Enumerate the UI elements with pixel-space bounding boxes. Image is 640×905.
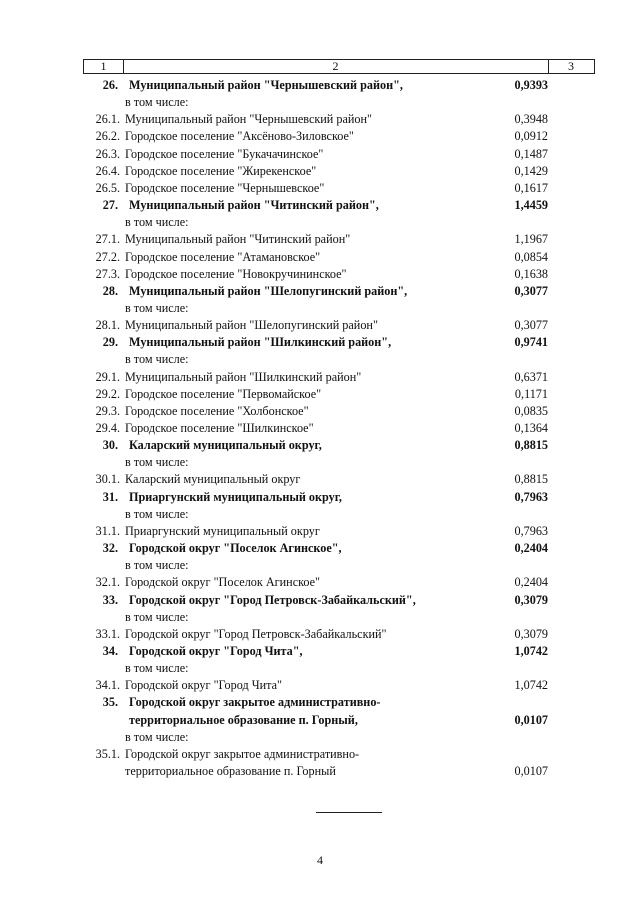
row-name: Городское поселение "Атамановское" bbox=[125, 249, 321, 264]
row-name: Муниципальный район "Чернышевский район", bbox=[129, 78, 403, 92]
row-name: в том числе: bbox=[125, 661, 189, 676]
table-row bbox=[0, 643, 640, 660]
row-value: 0,0854 bbox=[514, 249, 548, 264]
table-row bbox=[0, 128, 640, 145]
table-row bbox=[0, 420, 640, 437]
table-row bbox=[0, 729, 640, 746]
row-number: 29.2. bbox=[95, 386, 120, 401]
table-row bbox=[0, 231, 640, 248]
row-number: 29.1. bbox=[95, 369, 120, 384]
row-name: Городской округ "Поселок Агинское" bbox=[125, 575, 321, 590]
row-number: 31. bbox=[102, 489, 118, 504]
row-value: 0,1487 bbox=[514, 146, 548, 161]
row-name: Городское поселение "Букачачинское" bbox=[125, 146, 324, 161]
row-value: 0,1617 bbox=[514, 180, 548, 195]
row-name: в том числе: bbox=[125, 300, 189, 315]
row-name: Приаргунский муниципальный округ, bbox=[129, 489, 342, 504]
row-name: Городское поселение "Шилкинское" bbox=[125, 421, 314, 435]
row-number: 31.1. bbox=[95, 523, 120, 538]
row-value: 0,6371 bbox=[514, 369, 548, 384]
row-name: Городское поселение "Холбонское" bbox=[125, 403, 309, 418]
row-number: 27.2. bbox=[95, 249, 120, 264]
row-name: в том числе: bbox=[125, 215, 189, 230]
row-value: 1,0742 bbox=[514, 678, 548, 693]
row-number: 35. bbox=[102, 695, 118, 710]
row-value: 0,3079 bbox=[514, 626, 548, 641]
table-row bbox=[0, 334, 640, 351]
table-header bbox=[83, 59, 595, 74]
row-value: 0,1638 bbox=[514, 266, 548, 281]
table-row bbox=[0, 403, 640, 420]
table-row bbox=[0, 180, 640, 197]
row-number: 26.2. bbox=[95, 129, 120, 144]
row-name: Муниципальный район "Шилкинский район" bbox=[125, 369, 362, 384]
row-name: в том числе: bbox=[125, 506, 189, 521]
row-name: Городской округ закрытое административно- bbox=[129, 695, 381, 710]
row-name: Каларский муниципальный округ bbox=[125, 472, 301, 487]
row-value: 0,0107 bbox=[514, 764, 548, 778]
row-name: Муниципальный район "Шилкинский район", bbox=[129, 335, 392, 350]
table-row bbox=[0, 111, 640, 128]
table-row bbox=[0, 163, 640, 180]
row-value: 0,3079 bbox=[514, 592, 548, 607]
row-name: Городское поселение "Первомайское" bbox=[125, 386, 322, 401]
row-name: территориальное образование п. Горный bbox=[125, 764, 336, 778]
row-name: Городское поселение "Жирекенское" bbox=[125, 163, 317, 178]
row-name: Городское поселение "Аксёново-Зиловское" bbox=[125, 129, 354, 144]
row-value: 1,0742 bbox=[514, 643, 548, 658]
row-name: Городской округ "Город Чита" bbox=[125, 678, 282, 693]
table-row bbox=[0, 489, 640, 506]
row-name: Городское поселение "Чернышевское" bbox=[125, 180, 325, 195]
row-number: 26.3. bbox=[95, 146, 120, 161]
table-row bbox=[0, 471, 640, 488]
row-number: 32.1. bbox=[95, 575, 120, 590]
row-number: 27.1. bbox=[95, 232, 120, 247]
table-row bbox=[0, 626, 640, 643]
table-row bbox=[0, 351, 640, 368]
row-value: 0,3077 bbox=[514, 283, 548, 298]
table-row bbox=[0, 283, 640, 300]
table-row bbox=[0, 523, 640, 540]
row-name: Муниципальный район "Шелопугинский район" bbox=[125, 318, 378, 333]
header-col-1: 1 bbox=[84, 60, 124, 73]
row-number: 30.1. bbox=[95, 472, 120, 487]
row-value: 0,9393 bbox=[514, 78, 548, 92]
row-number: 29.4. bbox=[95, 421, 120, 435]
row-number: 29. bbox=[102, 335, 118, 350]
row-name: в том числе: bbox=[125, 729, 189, 744]
table-row bbox=[0, 557, 640, 574]
table-row bbox=[0, 506, 640, 523]
row-name: Городской округ "Поселок Агинское", bbox=[129, 541, 342, 556]
row-number: 35.1. bbox=[95, 746, 120, 761]
row-value: 0,3948 bbox=[514, 112, 548, 127]
table-row bbox=[0, 574, 640, 591]
table-row bbox=[0, 249, 640, 266]
table-row bbox=[0, 540, 640, 557]
row-name: Муниципальный район "Шелопугинский район", bbox=[129, 283, 408, 298]
row-name: в том числе: bbox=[125, 558, 189, 573]
row-value: 0,1171 bbox=[514, 386, 548, 401]
table-row bbox=[0, 609, 640, 626]
row-number: 26. bbox=[102, 78, 118, 92]
row-number: 26.4. bbox=[95, 163, 120, 178]
row-value: 0,8815 bbox=[514, 438, 548, 453]
row-name: в том числе: bbox=[125, 95, 189, 110]
row-value: 0,7963 bbox=[514, 489, 548, 504]
row-name: Городской округ "Город Чита", bbox=[129, 643, 303, 658]
row-number: 32. bbox=[102, 541, 118, 556]
row-value: 0,0912 bbox=[514, 129, 548, 144]
row-name: Муниципальный район "Читинский район" bbox=[125, 232, 351, 247]
row-number: 33.1. bbox=[95, 626, 120, 641]
table-row bbox=[0, 437, 640, 454]
table-row bbox=[0, 94, 640, 111]
table-row bbox=[0, 660, 640, 677]
row-value: 0,3077 bbox=[514, 318, 548, 333]
row-value: 0,2404 bbox=[514, 541, 548, 556]
row-name: Муниципальный район "Читинский район", bbox=[129, 198, 379, 213]
table-row bbox=[0, 146, 640, 163]
row-number: 34.1. bbox=[95, 678, 120, 693]
row-name: Городской округ закрытое административно- bbox=[125, 746, 360, 761]
row-number: 28. bbox=[102, 283, 118, 298]
row-name: Каларский муниципальный округ, bbox=[129, 438, 322, 453]
row-value: 0,0835 bbox=[514, 403, 548, 418]
row-name: Городской округ "Город Петровск-Забайкальский", bbox=[129, 592, 416, 607]
row-number: 26.5. bbox=[95, 180, 120, 195]
table-row bbox=[0, 677, 640, 694]
table-row bbox=[0, 763, 640, 780]
row-number: 27.3. bbox=[95, 266, 120, 281]
table-row bbox=[0, 694, 640, 711]
row-value: 0,7963 bbox=[514, 523, 548, 538]
row-value: 0,1364 bbox=[514, 421, 548, 435]
row-number: 34. bbox=[102, 643, 118, 658]
row-name: в том числе: bbox=[125, 352, 189, 367]
table-row bbox=[0, 300, 640, 317]
row-name: в том числе: bbox=[125, 609, 189, 624]
footer-rule bbox=[316, 812, 382, 813]
row-value: 0,1429 bbox=[514, 163, 548, 178]
table-row bbox=[0, 266, 640, 283]
row-value: 1,4459 bbox=[514, 198, 548, 213]
row-name: Муниципальный район "Чернышевский район" bbox=[125, 112, 372, 127]
table-row bbox=[0, 746, 640, 763]
row-name: Приаргунский муниципальный округ bbox=[125, 523, 320, 538]
row-number: 27. bbox=[102, 198, 118, 213]
table-row bbox=[0, 317, 640, 334]
row-number: 30. bbox=[102, 438, 118, 453]
table-row bbox=[0, 77, 640, 94]
header-col-3: 3 bbox=[568, 59, 574, 73]
table-row bbox=[0, 454, 640, 471]
table-row bbox=[0, 214, 640, 231]
page-number: 4 bbox=[317, 853, 323, 867]
table-row bbox=[0, 197, 640, 214]
row-value: 0,0107 bbox=[514, 712, 548, 727]
row-name: территориальное образование п. Горный, bbox=[129, 712, 358, 727]
table-row bbox=[0, 369, 640, 386]
row-value: 0,2404 bbox=[514, 575, 548, 590]
table-row bbox=[0, 712, 640, 729]
row-value: 1,1967 bbox=[514, 232, 548, 247]
row-number: 29.3. bbox=[95, 403, 120, 418]
row-value: 0,8815 bbox=[514, 472, 548, 487]
table-row bbox=[0, 386, 640, 403]
row-name: в том числе: bbox=[125, 455, 189, 470]
table-row bbox=[0, 592, 640, 609]
row-number: 26.1. bbox=[95, 112, 120, 127]
row-number: 33. bbox=[102, 592, 118, 607]
header-col-2: 2 bbox=[123, 60, 549, 73]
row-value: 0,9741 bbox=[514, 335, 548, 350]
row-name: Городское поселение "Новокручининское" bbox=[125, 266, 347, 281]
row-name: Городской округ "Город Петровск-Забайкальский" bbox=[125, 626, 387, 641]
row-number: 28.1. bbox=[95, 318, 120, 333]
